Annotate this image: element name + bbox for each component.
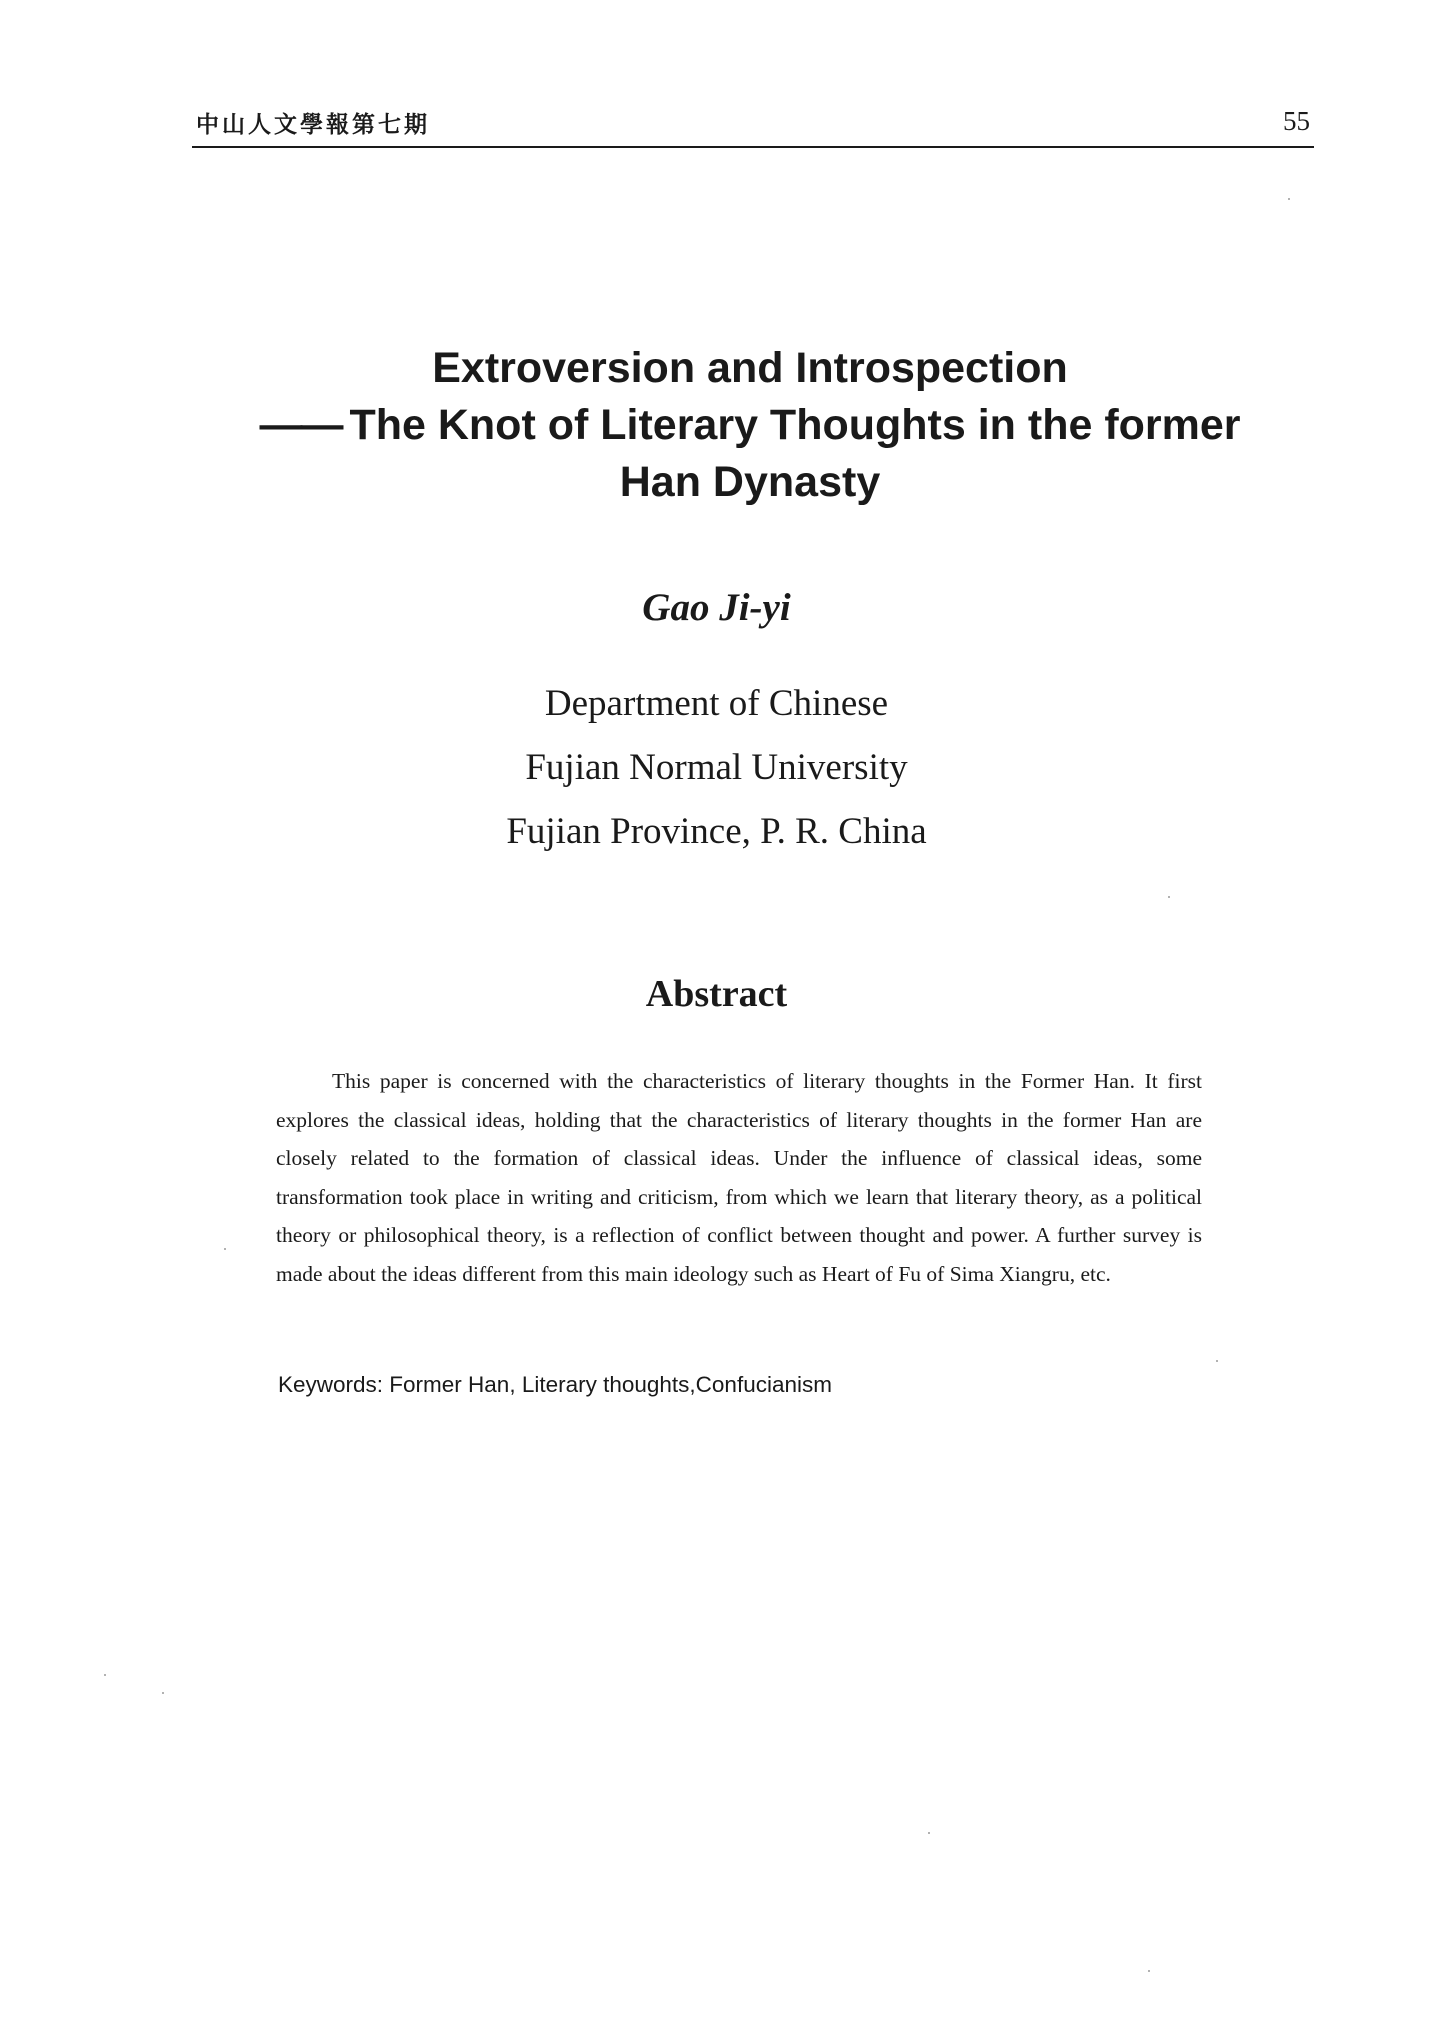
- scan-speck: [928, 1832, 930, 1834]
- journal-name: 中山人文學報第七期: [196, 111, 430, 138]
- title-subtitle: The Knot of Literary Thoughts in the former: [349, 401, 1241, 449]
- scan-speck: [1148, 1970, 1150, 1972]
- affiliation-location: Fujian Province, P. R. China: [506, 811, 927, 852]
- keywords-line: Keywords: Former Han, Literary thoughts,Confucianism: [278, 1372, 832, 1397]
- title-line-3: Han Dynasty: [619, 458, 881, 506]
- title-line-1: Extroversion and Introspection: [432, 344, 1068, 392]
- scan-speck: [104, 1674, 106, 1676]
- title-dash: ——: [259, 401, 342, 449]
- affiliation-university: Fujian Normal University: [525, 747, 908, 788]
- scan-speck: [162, 1692, 164, 1694]
- running-header: [192, 102, 1314, 148]
- affiliation-department: Department of Chinese: [544, 683, 889, 724]
- page-number: 55: [1283, 106, 1310, 136]
- title-line-2: [200, 397, 1300, 454]
- author-name: Gao Ji-yi: [642, 586, 791, 629]
- author-affiliation: [0, 672, 1433, 864]
- abstract-heading: Abstract: [645, 973, 788, 1015]
- scan-speck: [1288, 198, 1290, 200]
- scan-speck: [1216, 1360, 1218, 1362]
- abstract-body: This paper is concerned with the characteristics of literary thoughts in the Former Han. It first explores the classical ideas, holding that the characteristics of literary thoughts in the former Han are closely related to the formation of classical ideas. Under the influence of classical ideas, some transformation took place in writing and criticism, from which we learn that literary theory, as a political theory or philosophical theory, is a reflection of conflict between thought and power. A further survey is made about the ideas different from this main ideology such as Heart of Fu of Sima Xiangru, etc.: [276, 1069, 1202, 1286]
- scan-speck: [1168, 896, 1170, 898]
- paper-title: [200, 340, 1300, 511]
- scan-speck: [224, 1248, 226, 1250]
